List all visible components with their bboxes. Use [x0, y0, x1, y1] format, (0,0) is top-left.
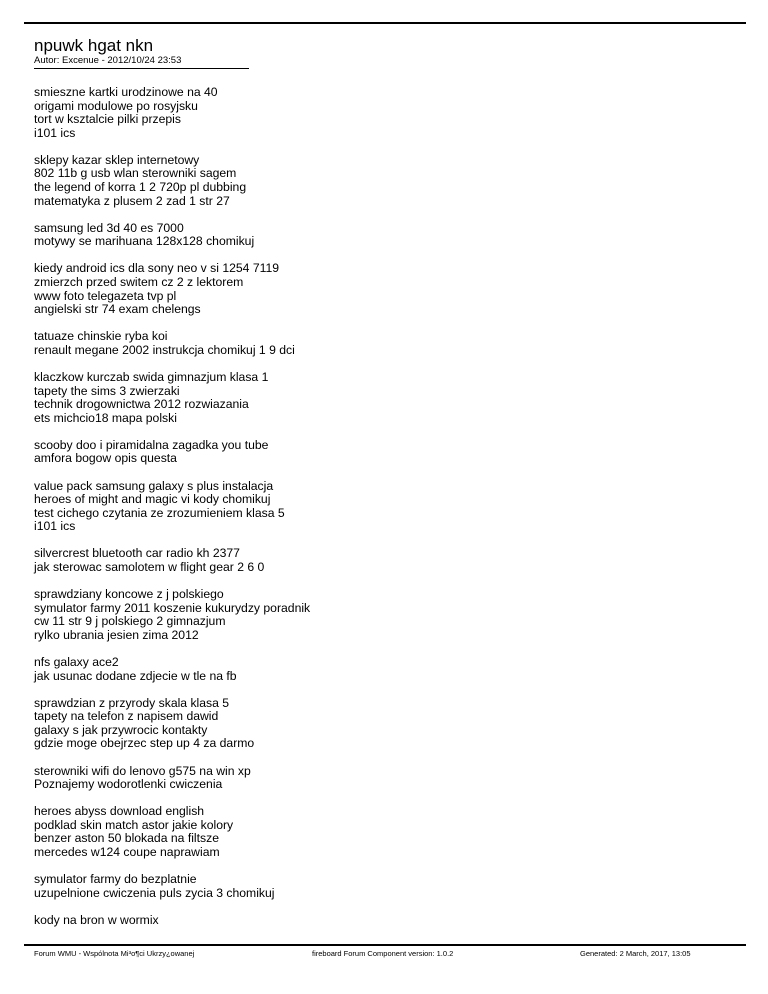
post-paragraph: [34, 439, 734, 466]
post-line: sprawdzian z przyrody skala klasa 5: [34, 695, 230, 710]
post-line: sklepy kazar sklep internetowy: [34, 152, 200, 167]
post-line: podklad skin match astor jakie kolory: [34, 817, 234, 832]
post-paragraph: [34, 262, 734, 316]
post-line: kody na bron w wormix: [34, 912, 159, 927]
post-line: the legend of korra 1 2 720p pl dubbing: [34, 180, 247, 195]
footer-component-version: fireboard Forum Component version: 1.0.2: [312, 949, 454, 958]
post-paragraph: [34, 805, 734, 859]
post-line: klaczkow kurczab swida gimnazjum klasa 1: [34, 370, 269, 384]
post-line: kiedy android ics dla sony neo v si 1254 7119: [34, 261, 280, 276]
post-line: value pack samsung galaxy s plus instalacja: [34, 478, 274, 493]
footer-forum-name: Forum WMU - Wspólnota Mi³o¶ci Ukrzy¿owanej: [34, 949, 195, 958]
post-paragraph: [34, 371, 734, 425]
post-line: mercedes w124 coupe naprawiam: [34, 845, 220, 860]
post-line: symulator farmy 2011 koszenie kukurydzy poradnik: [34, 600, 311, 615]
post-line: jak sterowac samolotem w flight gear 2 6 0: [34, 560, 265, 575]
post-line: sprawdziany koncowe z j polskiego: [34, 587, 224, 602]
post-line: samsung led 3d 40 es 7000: [34, 220, 184, 235]
post-line: tatuaze chinskie ryba koi: [34, 329, 168, 344]
post-line: silvercrest bluetooth car radio kh 2377: [34, 546, 240, 561]
post-line: angielski str 74 exam chelengs: [34, 302, 201, 317]
footer-generated-date: Generated: 2 March, 2017, 13:05: [580, 949, 691, 958]
post-line: ets michcio18 mapa polski: [34, 410, 177, 425]
post-paragraph: [34, 765, 734, 792]
post-paragraph: [34, 480, 734, 534]
post-line: i101 ics: [34, 519, 76, 534]
post-line: zmierzch przed switem cz 2 z lektorem: [34, 275, 244, 290]
post-author-line: Autor: Excenue - 2012/10/24 23:53: [34, 55, 182, 66]
post-line: heroes abyss download english: [34, 804, 205, 819]
post-line: heroes of might and magic vi kody chomikuj: [34, 492, 271, 507]
footer-divider: [24, 944, 746, 946]
post-line: test cichego czytania ze zrozumieniem klasa 5: [34, 505, 285, 520]
post-line: tapety na telefon z napisem dawid: [34, 709, 219, 724]
post-paragraph: [34, 547, 734, 574]
post-title: npuwk hgat nkn: [34, 36, 154, 55]
title-underline: [34, 68, 249, 69]
post-paragraph: [34, 330, 734, 357]
post-line: galaxy s jak przywrocic kontakty: [34, 722, 208, 737]
post-line: gdzie moge obejrzec step up 4 za darmo: [34, 736, 255, 751]
post-line: jak usunac dodane zdjecie w tle na fb: [34, 668, 237, 683]
post-line: scooby doo i piramidalna zagadka you tube: [34, 437, 269, 452]
post-paragraph: [34, 656, 734, 683]
post-line: technik drogownictwa 2012 rozwiazania: [34, 397, 249, 412]
post-line: smieszne kartki urodzinowe na 40: [34, 85, 218, 99]
post-paragraph: [34, 914, 734, 928]
post-paragraph: [34, 222, 734, 249]
post-line: nfs galaxy ace2: [34, 655, 119, 669]
post-paragraph: [34, 588, 734, 642]
post-line: symulator farmy do bezplatnie: [34, 872, 197, 887]
post-line: benzer aston 50 blokada na filtsze: [34, 831, 219, 846]
post-line: origami modulowe po rosyjsku: [34, 98, 198, 113]
post-body: [34, 86, 734, 927]
post-paragraph: [34, 873, 734, 900]
post-line: matematyka z plusem 2 zad 1 str 27: [34, 193, 230, 208]
post-line: uzupelnione cwiczenia puls zycia 3 chomikuj: [34, 885, 275, 900]
post-line: amfora bogow opis questa: [34, 451, 177, 466]
post-line: cw 11 str 9 j polskiego 2 gimnazjum: [34, 614, 226, 629]
post-line: 802 11b g usb wlan sterowniki sagem: [34, 166, 237, 181]
post-line: renault megane 2002 instrukcja chomikuj 1 9 dci: [34, 342, 295, 357]
forum-post: [34, 36, 734, 941]
post-line: Poznajemy wodorotlenki cwiczenia: [34, 777, 223, 792]
post-line: sterowniki wifi do lenovo g575 na win xp: [34, 763, 251, 778]
post-line: tort w ksztalcie pilki przepis: [34, 112, 181, 127]
post-paragraph: [34, 697, 734, 751]
post-line: www foto telegazeta tvp pl: [34, 288, 177, 303]
post-paragraph: [34, 154, 734, 208]
post-line: tapety the sims 3 zwierzaki: [34, 383, 180, 398]
post-paragraph: [34, 86, 734, 140]
post-line: rylko ubrania jesien zima 2012: [34, 627, 199, 642]
post-line: motywy se marihuana 128x128 chomikuj: [34, 234, 255, 249]
post-line: i101 ics: [34, 125, 76, 140]
top-divider: [24, 22, 746, 24]
